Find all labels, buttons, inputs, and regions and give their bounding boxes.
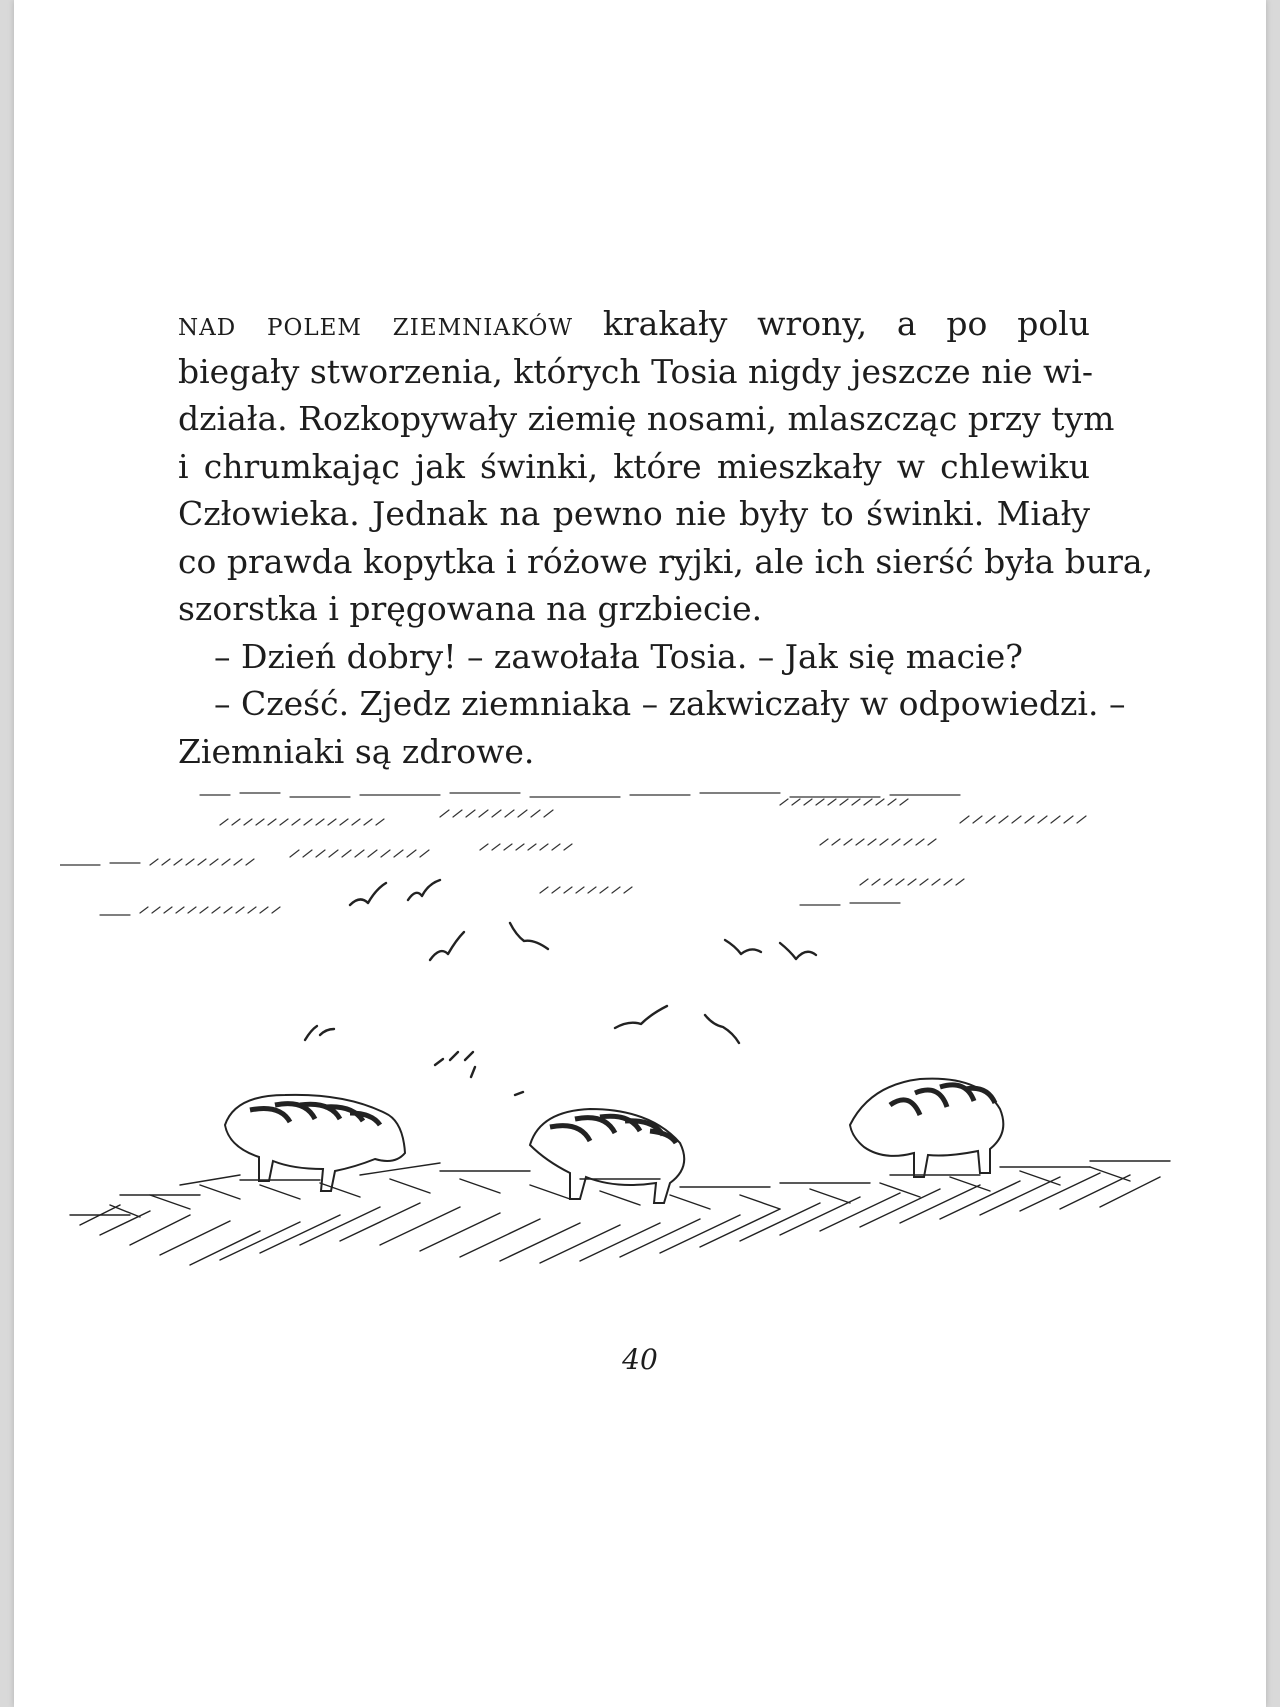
body-text [178,300,1154,775]
dialogue-line-2: – Cześć. Zjedz ziemniaka – zakwiczały w odpowiedzi. – [214,684,1126,723]
chapter-lead-in: nad polem ziemniaków [178,304,574,343]
text-line-1: nad polem ziemniaków krakały wrony, a po polu [178,304,1090,343]
text-line-4: i chrumkając jak świnki, które mieszkały w chlewiku [178,446,1090,486]
sky-hatching [60,793,1086,915]
boar-1 [225,1095,405,1191]
boar-3 [850,1079,1003,1177]
crows [305,880,816,1095]
text-line-2: biegały stworzenia, których Tosia nigdy jeszcze nie wi- [178,351,1093,391]
field-illustration [60,775,1200,1295]
text-line-5: Człowieka. Jednak na pewno nie były to świnki. Miały [178,494,1090,533]
text-line-3: działa. Rozkopywały ziemię nosami, mlaszcząc przy tym [178,399,1115,438]
dialogue-line-3: Ziemniaki są zdrowe. [178,731,535,771]
page-number: 40 [622,1343,658,1376]
dialogue-line-1: – Dzień dobry! – zawołała Tosia. – Jak się macie? [214,636,1023,676]
text-line-7: szorstka i pręgowana na grzbiecie. [178,589,763,628]
text-line-6: co prawda kopytka i różowe ryjki, ale ich sierść była bura, [178,541,1154,581]
boar-2 [530,1109,684,1203]
